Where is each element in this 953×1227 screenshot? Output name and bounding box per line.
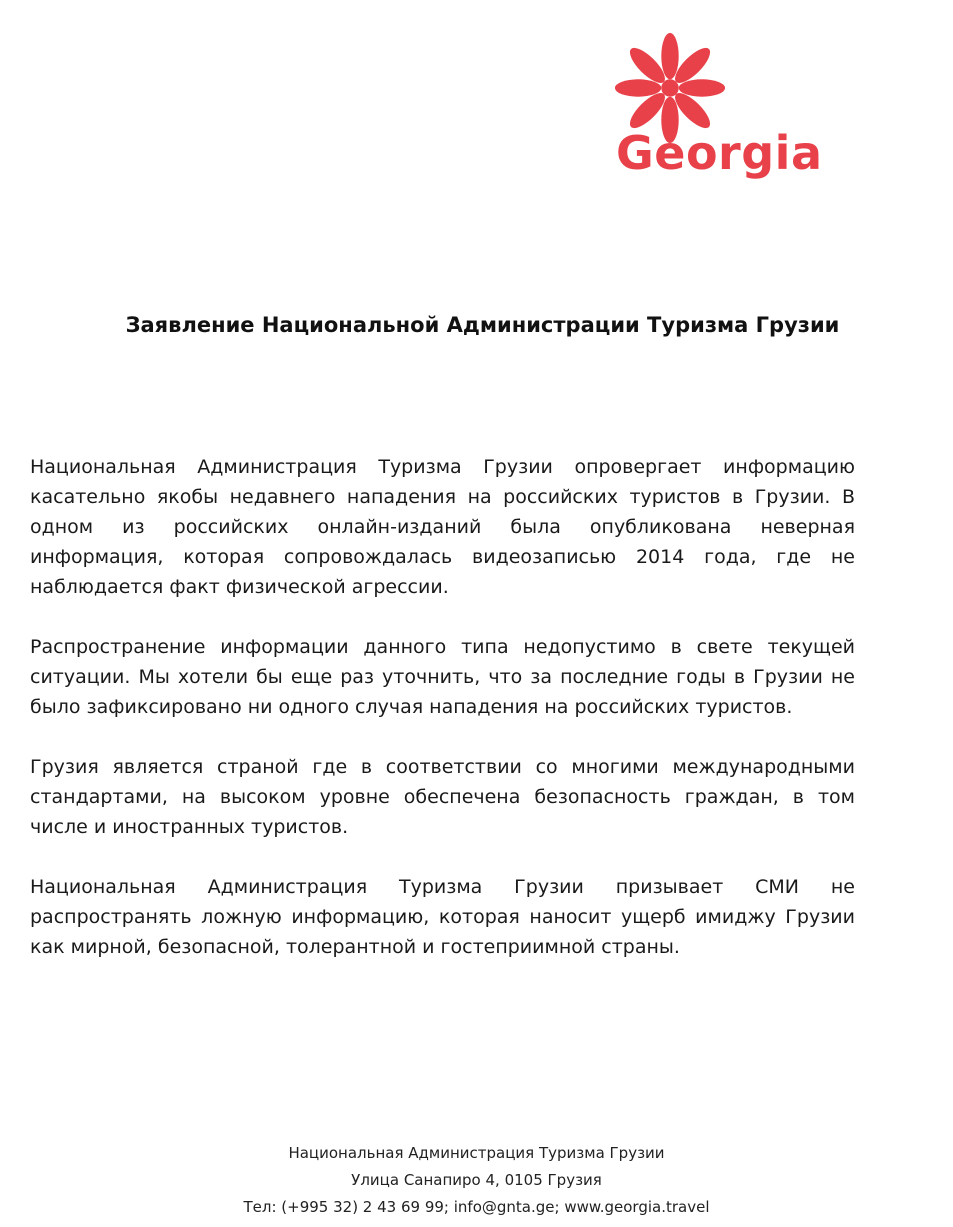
georgia-logo [612, 30, 872, 200]
footer-address: Улица Санапиро 4, 0105 Грузия [351, 1171, 602, 1189]
paragraph-3: Грузия является страной где в соответствии со многими международными стандартами, на высоком уровне обеспечена безопасность граждан, в том числе и иностранных туристов. [30, 756, 855, 838]
footer [0, 1140, 953, 1221]
document-title: Заявление Национальной Администрации Туризма Грузии [125, 313, 840, 337]
logo-wordmark: Georgia [616, 126, 823, 180]
statement-body [30, 452, 855, 992]
footer-contacts: Тел: (+995 32) 2 43 69 99; info@gnta.ge; www.georgia.travel [243, 1198, 710, 1216]
footer-organization: Национальная Администрация Туризма Грузии [288, 1144, 665, 1162]
paragraph-4: Национальная Администрация Туризма Грузии призывает СМИ не распространять ложную информацию, которая наносит ущерб имиджу Грузии как мирной, безопасной, толерантной и гостеприимной страны. [30, 876, 855, 958]
paragraph-1: Национальная Администрация Туризма Грузии опровергает информацию касательно якобы недавнего нападения на российских туристов в Грузии. В одном из российских онлайн-изданий была опубликована неверная информация, которая сопровождалась видеозаписью 2014 года, где не наблюдается факт физической агрессии. [30, 456, 855, 598]
paragraph-2: Распространение информации данного типа недопустимо в свете текущей ситуации. Мы хотели бы еще раз уточнить, что за последние годы в Грузии не было зафиксировано ни одного случая нападения на российских туристов. [30, 636, 855, 718]
